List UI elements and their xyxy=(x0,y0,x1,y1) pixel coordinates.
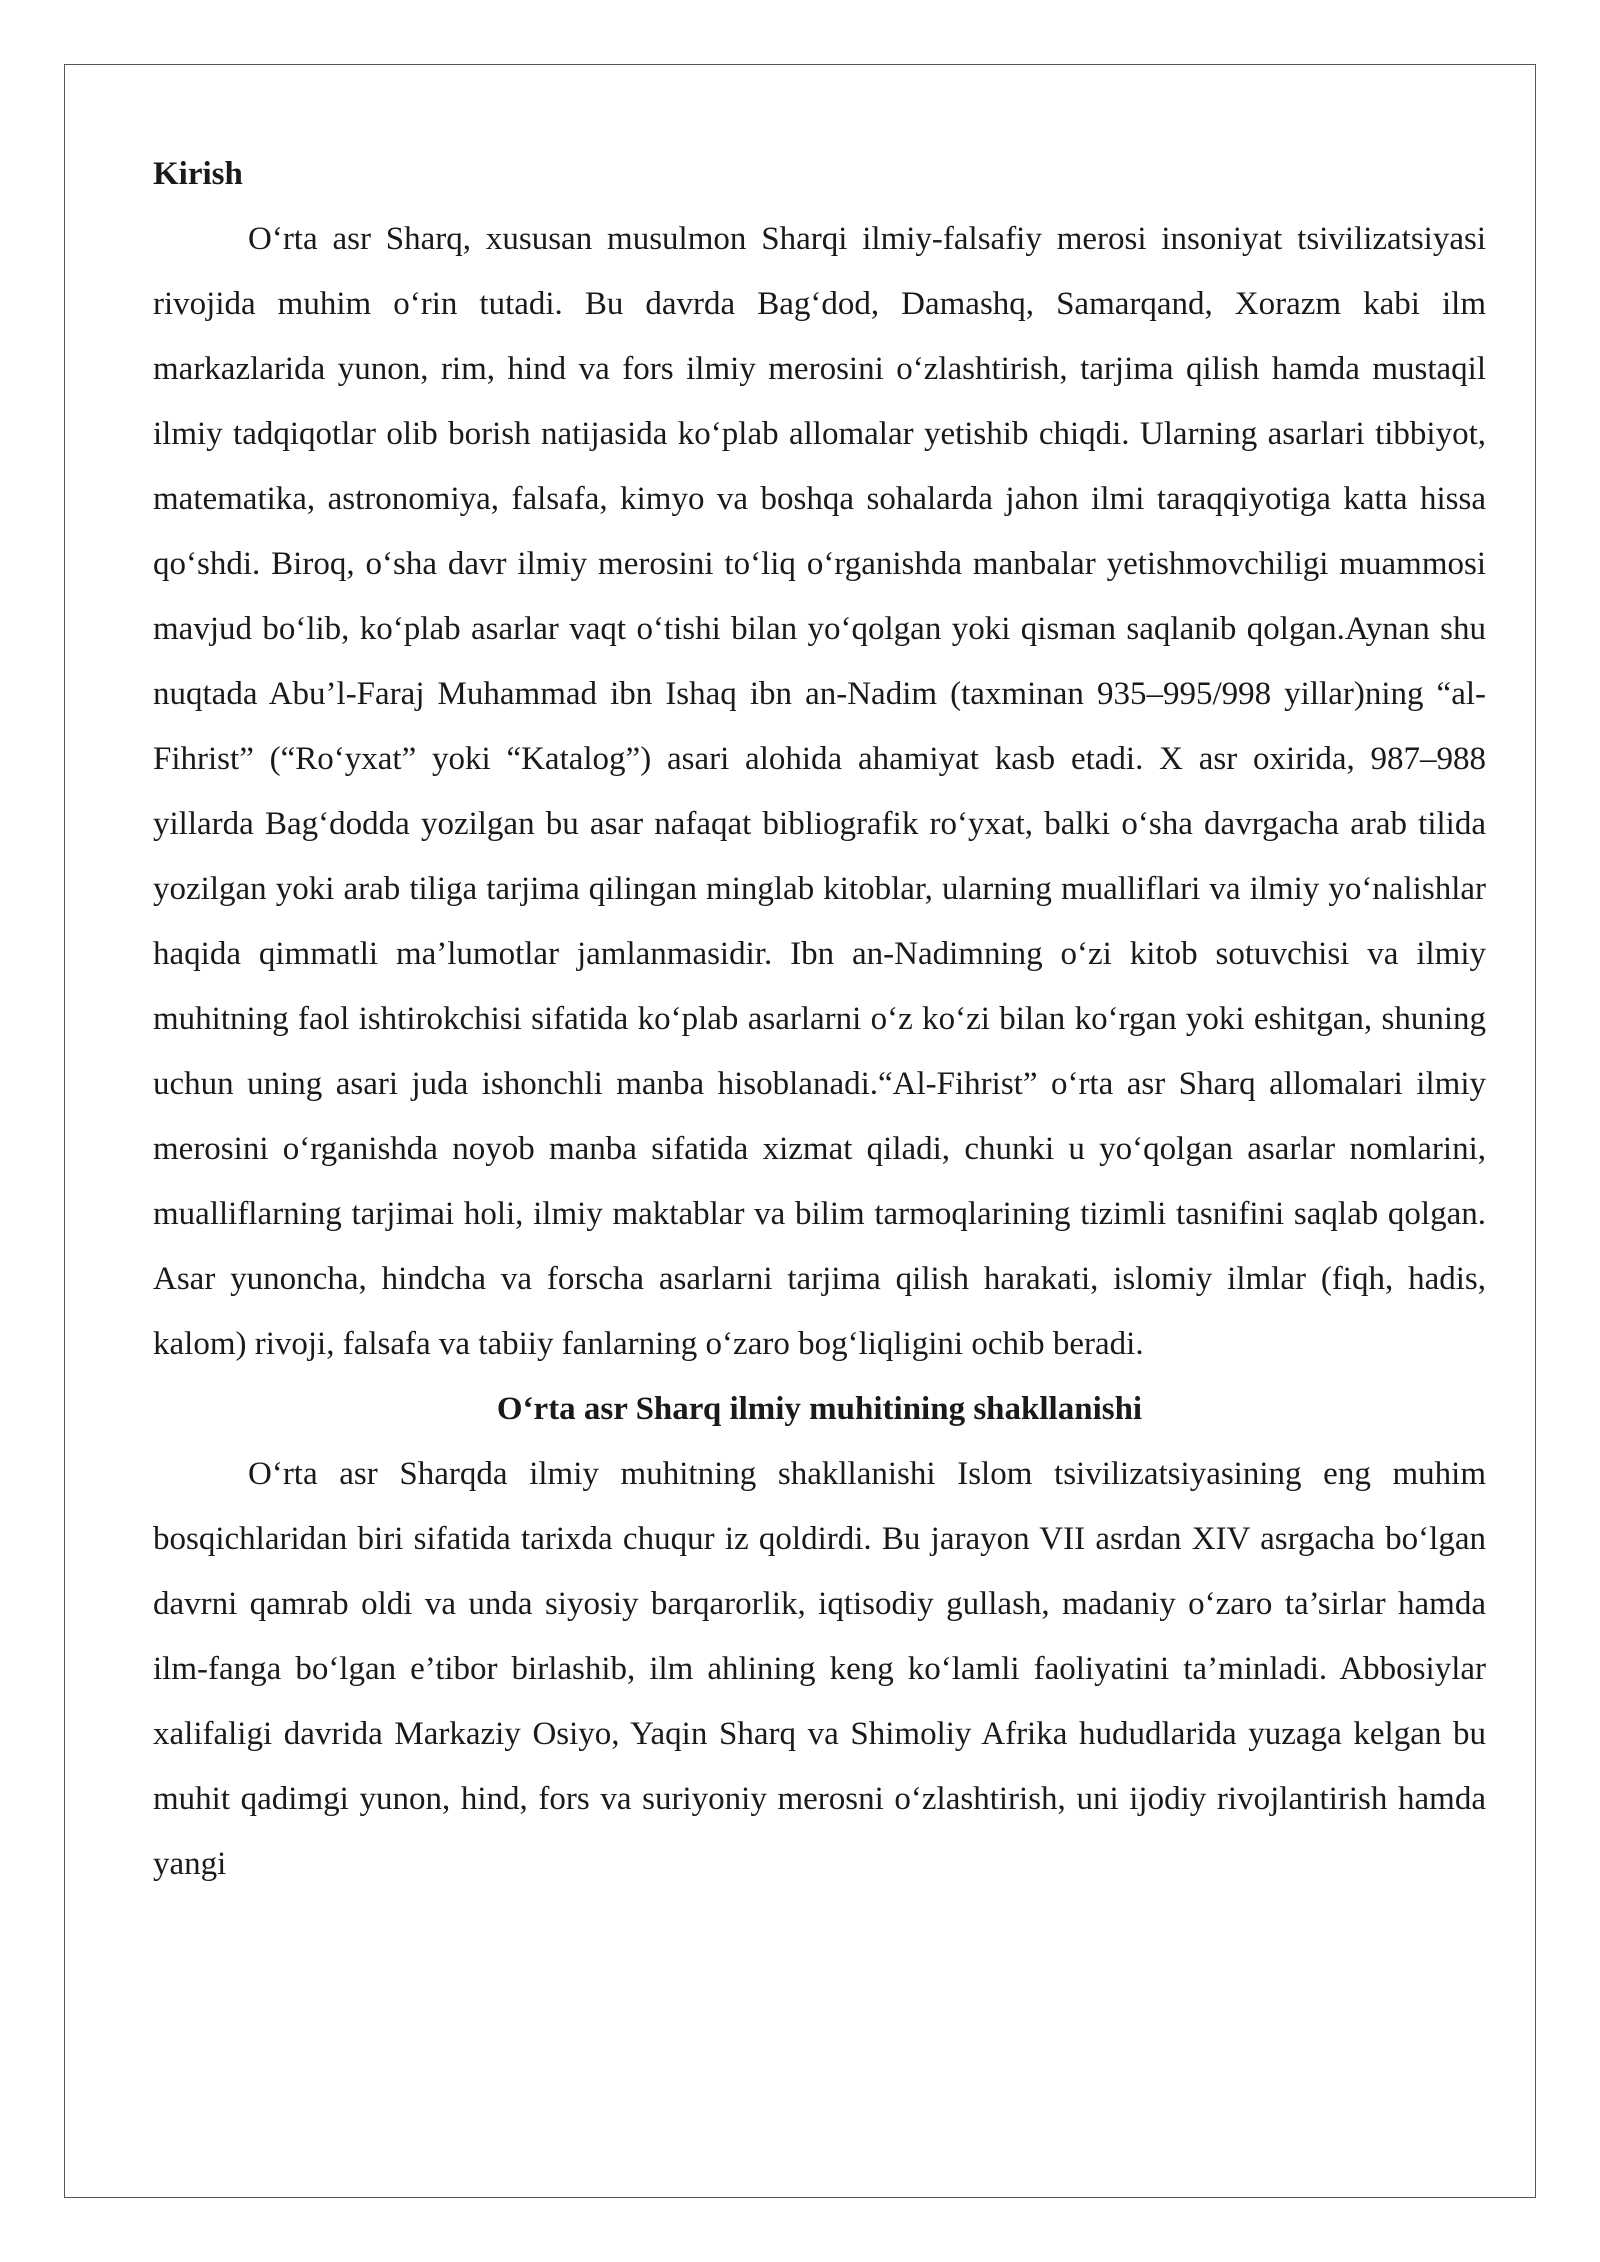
document-body xyxy=(153,142,1486,1897)
section-heading-scientific-environment: O‘rta asr Sharq ilmiy muhitining shakllanishi xyxy=(496,1391,1143,1427)
section-heading-intro: Kirish xyxy=(153,156,243,192)
intro-paragraph: O‘rta asr Sharq, xususan musulmon Sharqi ilmiy-falsafiy merosi insoniyat tsivilizatsiyasi rivojida muhim o‘rin tutadi. Bu davrda Bag‘dod, Damashq, Samarqand, Xorazm kabi ilm markazlarida yunon, rim, hind va fors ilmiy merosini o‘zlashtirish, tarjima qilish hamda mustaqil ilmiy tadqiqotlar olib borish natijasida ko‘plab allomalar yetishib chiqdi. Ularning asarlari tibbiyot, matematika, astronomiya, falsafa, kimyo va boshqa sohalarda jahon ilmi taraqqiyotiga katta hissa qo‘shdi. Biroq, o‘sha davr ilmiy merosini to‘liq o‘rganishda manbalar yetishmovchiligi muammosi mavjud bo‘lib, ko‘plab asarlar vaqt o‘tishi bilan yo‘qolgan yoki qisman saqlanib qolgan.Aynan shu nuqtada Abu’l-Faraj Muhammad ibn Ishaq ibn an-Nadim (taxminan 935–995/998 yillar)ning “al-Fihrist” (“Ro‘yxat” yoki “Katalog”) asari alohida ahamiyat kasb etadi. X asr oxirida, 987–988 yillarda Bag‘dodda yozilgan bu asar nafaqat bibliografik ro‘yxat, balki o‘sha davrgacha arab tilida yozilgan yoki arab tiliga tarjima qilingan minglab kitoblar, ularning mualliflari va ilmiy yo‘nalishlar haqida qimmatli ma’lumotlar jamlanmasidir. Ibn an-Nadimning o‘zi kitob sotuvchisi va ilmiy muhitning faol ishtirokchisi sifatida ko‘plab asarlarni o‘z ko‘zi bilan ko‘rgan yoki eshitgan, shuning uchun uning asari juda ishonchli manba hisoblanadi.“Al-Fihrist” o‘rta asr Sharq allomalari ilmiy merosini o‘rganishda noyob manba sifatida xizmat qiladi, chunki u yo‘qolgan asarlar nomlarini, mualliflarning tarjimai holi, ilmiy maktablar va bilim tarmoqlarining tizimli tasnifini saqlab qolgan. Asar yunoncha, hindcha va forscha asarlarni tarjima qilish harakati, islomiy ilmlar (fiqh, hadis, kalom) rivoji, falsafa va tabiiy fanlarning o‘zaro bog‘liqligini ochib beradi. xyxy=(153,221,1486,1362)
scientific-environment-paragraph: O‘rta asr Sharqda ilmiy muhitning shakllanishi Islom tsivilizatsiyasining eng muhim bosqichlaridan biri sifatida tarixda chuqur iz qoldirdi. Bu jarayon VII asrdan XIV asrgacha bo‘lgan davrni qamrab oldi va unda siyosiy barqarorlik, iqtisodiy gullash, madaniy o‘zaro ta’sirlar hamda ilm-fanga bo‘lgan e’tibor birlashib, ilm ahlining keng ko‘lamli faoliyatini ta’minladi. Abbosiylar xalifaligi davrida Markaziy Osiyo, Yaqin Sharq va Shimoliy Afrika hududlarida yuzaga kelgan bu muhit qadimgi yunon, hind, fors va suriyoniy merosni o‘zlashtirish, uni ijodiy rivojlantirish hamda yangi xyxy=(153,1456,1486,1882)
